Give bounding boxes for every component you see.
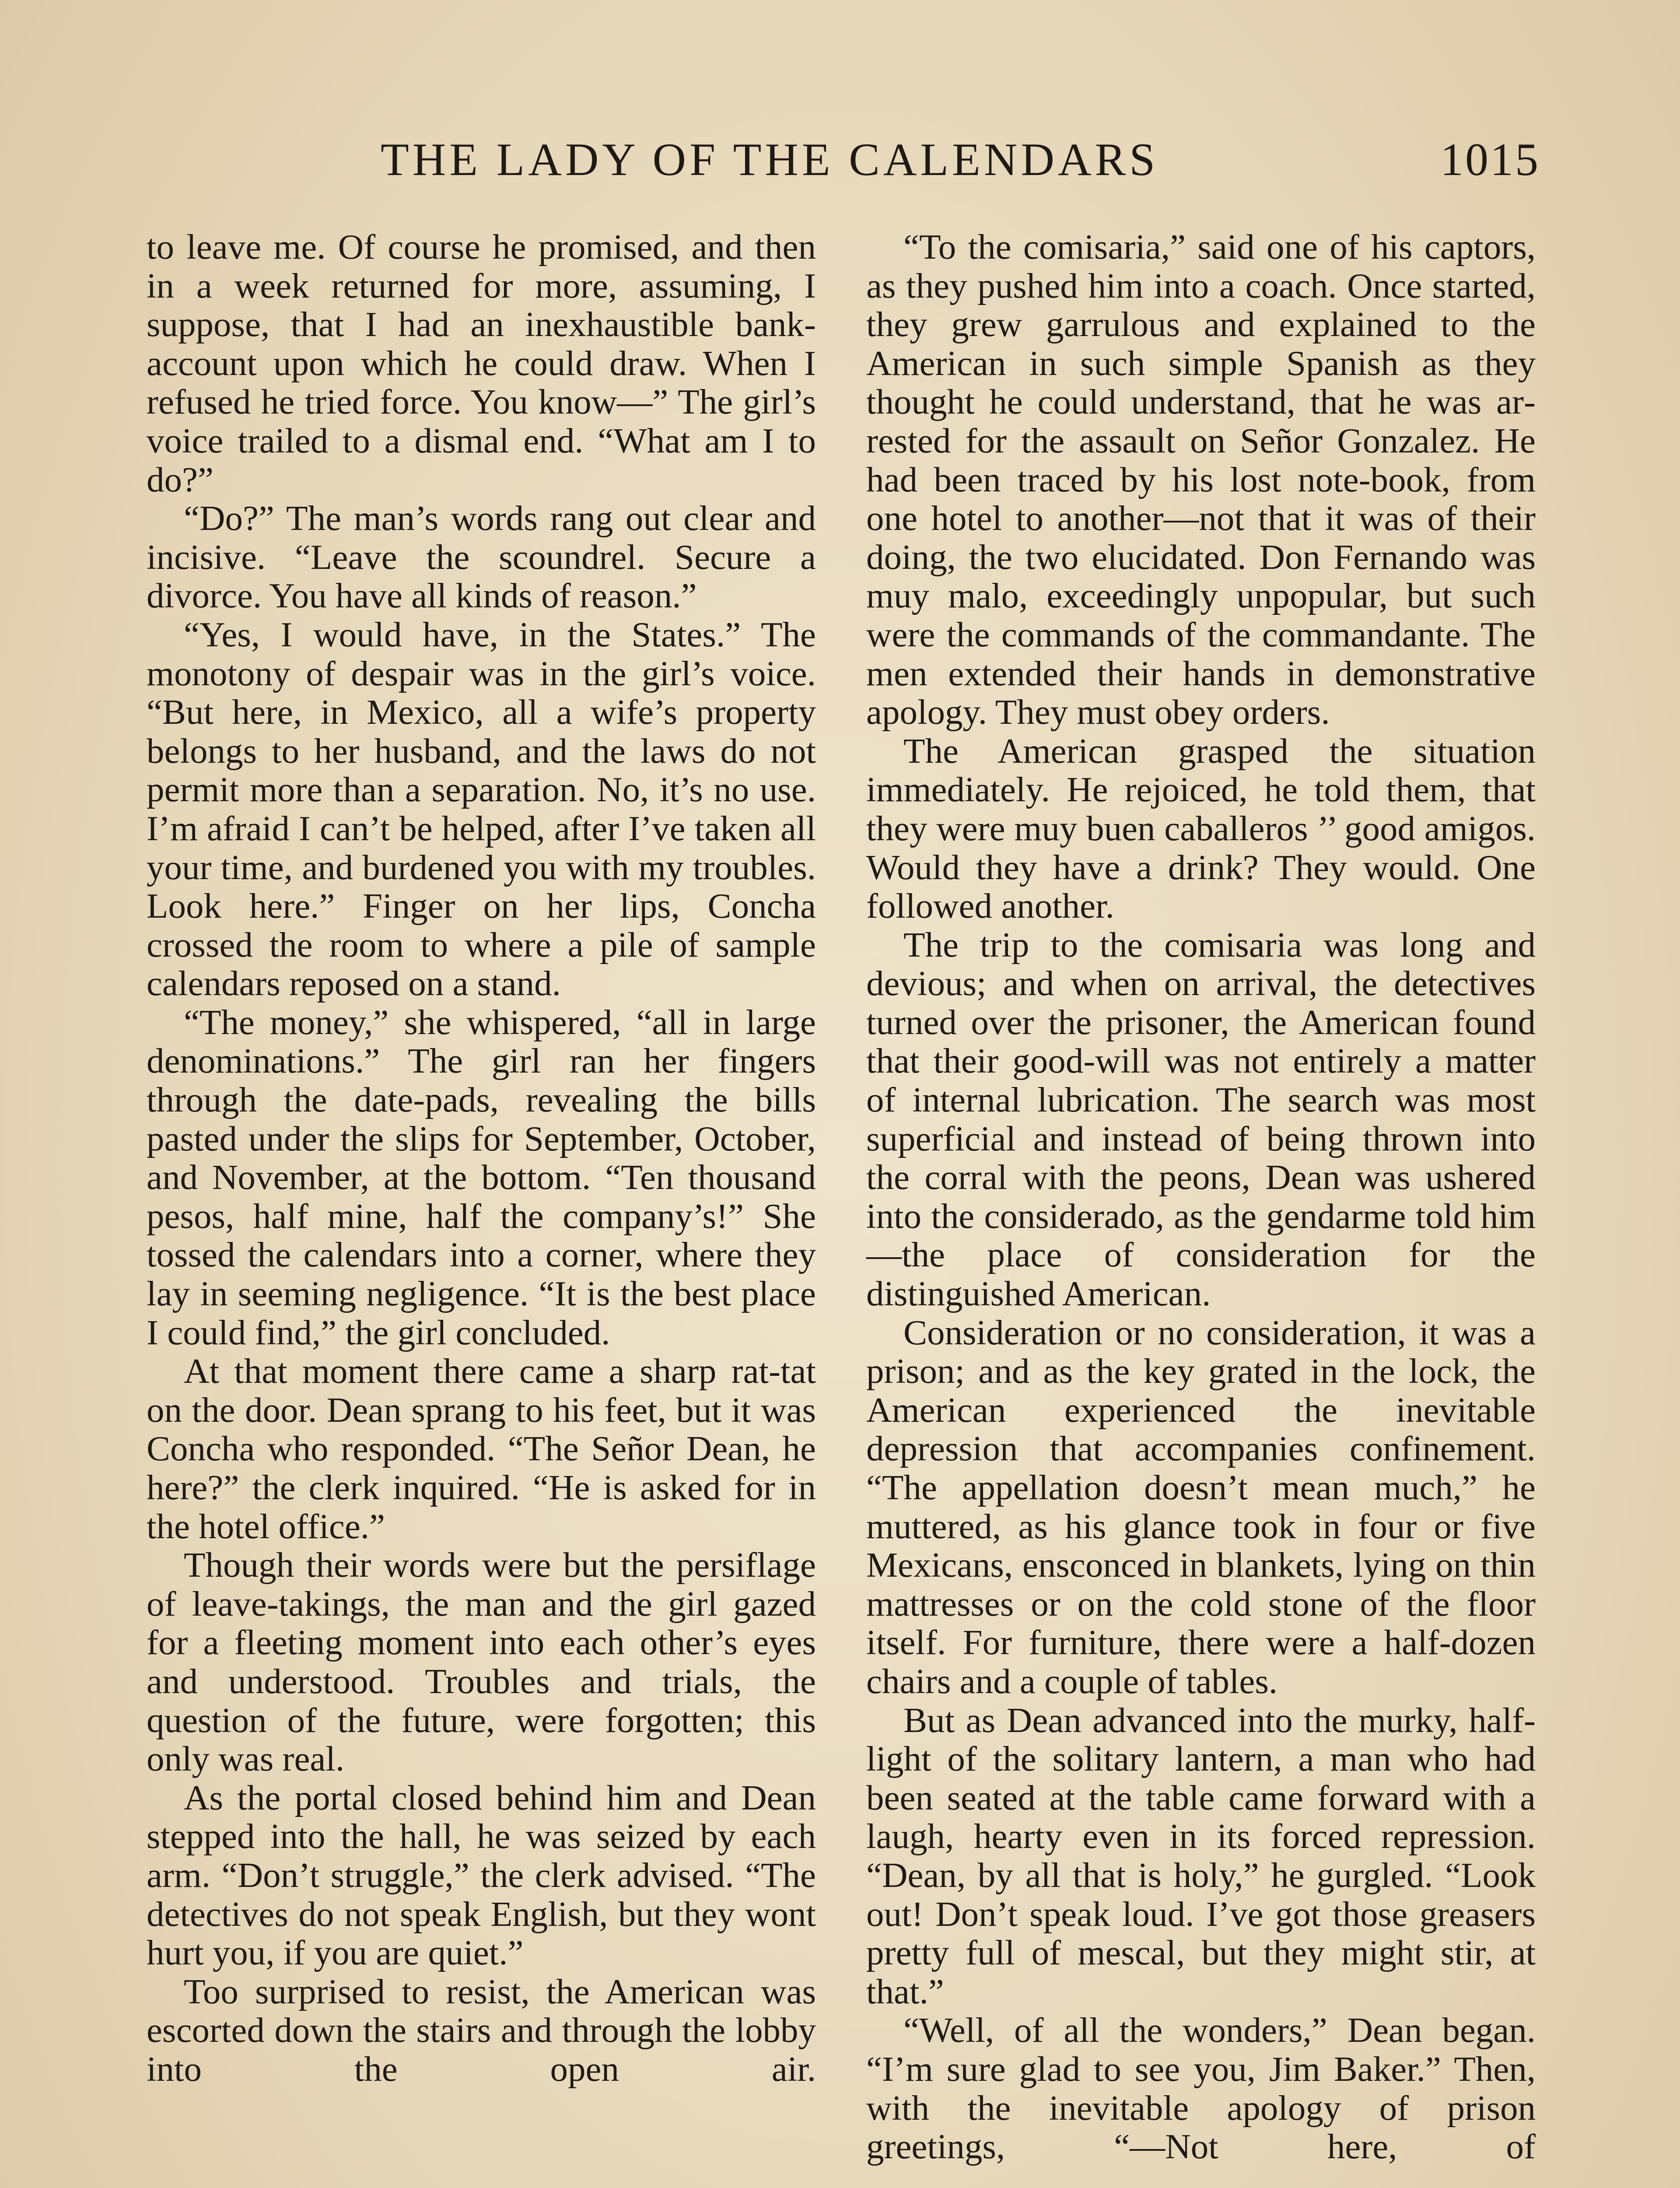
paragraph: Though their words were but the persiflage of leave-takings, the man and the girl gazed for a fleeting moment into each other’s eyes and understood. Troubles and trials, the question of the future, were forgotten; this only was real. [147,1545,816,1779]
paragraph: “Well, of all the wonders,” Dean began. “I’m sure glad to see you, Jim Baker.” Then, with the inevitable apology of prison greetings, “—Not here, of [866,2010,1536,2167]
paragraph: to leave me. Of course he promised, and then in a week returned for more, assuming, I suppose, that I had an inexhaustible bank-account upon which he could draw. When I refused he tried force. You know—” The girl’s voice trailed to a dismal end. “What am I to do?” [147,227,816,499]
paragraph: “Do?” The man’s words rang out clear and incisive. “Leave the scoundrel. Secure a divorce. You have all kinds of reason.” [147,498,816,616]
paragraph: “The money,” she whispered, “all in large denominations.” The girl ran her fingers through the date-pads, revealing the bills pasted under the slips for September, October, and November, at the bottom. “Ten thousand pesos, half mine, half the company’s!” She tossed the calendars into a corner, where they lay in seeming negligence. “It is the best place I could find,” the girl concluded. [147,1002,816,1352]
page-number: 1015 [1440,134,1540,185]
paragraph: At that moment there came a sharp rat-tat on the door. Dean sprang to his feet, but it was Concha who responded. “The Señor Dean, he here?” the clerk inquired. “He is asked for in the hotel office.” [147,1351,816,1546]
paragraph: “To the comisaria,” said one of his captors, as they pushed him into a coach. Once started, they grew garrulous and explained to the American in such simple Spanish as they thought he could understand, that he was arrested for the assault on Señor Gonzalez. He had been traced by his lost note-book, from one hotel to another—not that it was of their doing, the two elucidated. Don Fernando was muy malo, exceedingly unpopular, but such were the commands of the commandante. The men extended their hands in demonstrative apology. They must obey orders. [866,227,1536,732]
running-head [149,131,1540,188]
paragraph: The American grasped the situation immediately. He rejoiced, he told them, that they were muy buen caballeros ’’ good amigos. Would they have a drink? They would. One followed another. [866,731,1536,926]
paragraph: “Yes, I would have, in the States.” The monotony of despair was in the girl’s voice. “But here, in Mexico, all a wife’s property belongs to her husband, and the laws do not permit more than a separation. No, it’s no use. I’m afraid I can’t be helped, after I’ve taken all your time, and burdened you with my troubles. Look here.” Finger on her lips, Concha crossed the room to where a pile of sample calendars reposed on a stand. [147,614,816,1003]
paragraph: The trip to the comisaria was long and devious; and when on arrival, the detectives turned over the prisoner, the American found that their good-will was not entirely a matter of internal lubrication. The search was most superficial and instead of being thrown into the corral with the peons, Dean was ushered into the considerado, as the gendarme told him—the place of consideration for the distinguished American. [866,925,1536,1314]
right-column [866,228,1536,2166]
paragraph: As the portal closed behind him and Dean stepped into the hall, he was seized by each arm. “Don’t struggle,” the clerk advised. “The detectives do not speak English, but they wont hurt you, if you are quiet.” [147,1778,816,1973]
paragraph: But as Dean advanced into the murky, half-light of the solitary lantern, a man who had been seated at the table came forward with a laugh, hearty even in its forced repression. “Dean, by all that is holy,” he gurgled. “Look out! Don’t speak loud. I’ve got those greasers pretty full of mescal, but they might stir, at that.” [866,1700,1536,2011]
running-title: THE LADY OF THE CALENDARS [381,134,1159,185]
left-column [147,228,816,2089]
paragraph: Too surprised to resist, the American was escorted down the stairs and through the lobby into the open air. [147,1971,816,2089]
paragraph: Consideration or no consideration, it was a prison; and as the key grated in the lock, the American experienced the inevitable depression that accompanies confinement. “The appellation doesn’t mean much,” he muttered, as his glance took in four or five Mexicans, ensconced in blankets, lying on thin mattresses or on the cold stone of the floor itself. For furniture, there were a half-dozen chairs and a couple of tables. [866,1312,1536,1701]
